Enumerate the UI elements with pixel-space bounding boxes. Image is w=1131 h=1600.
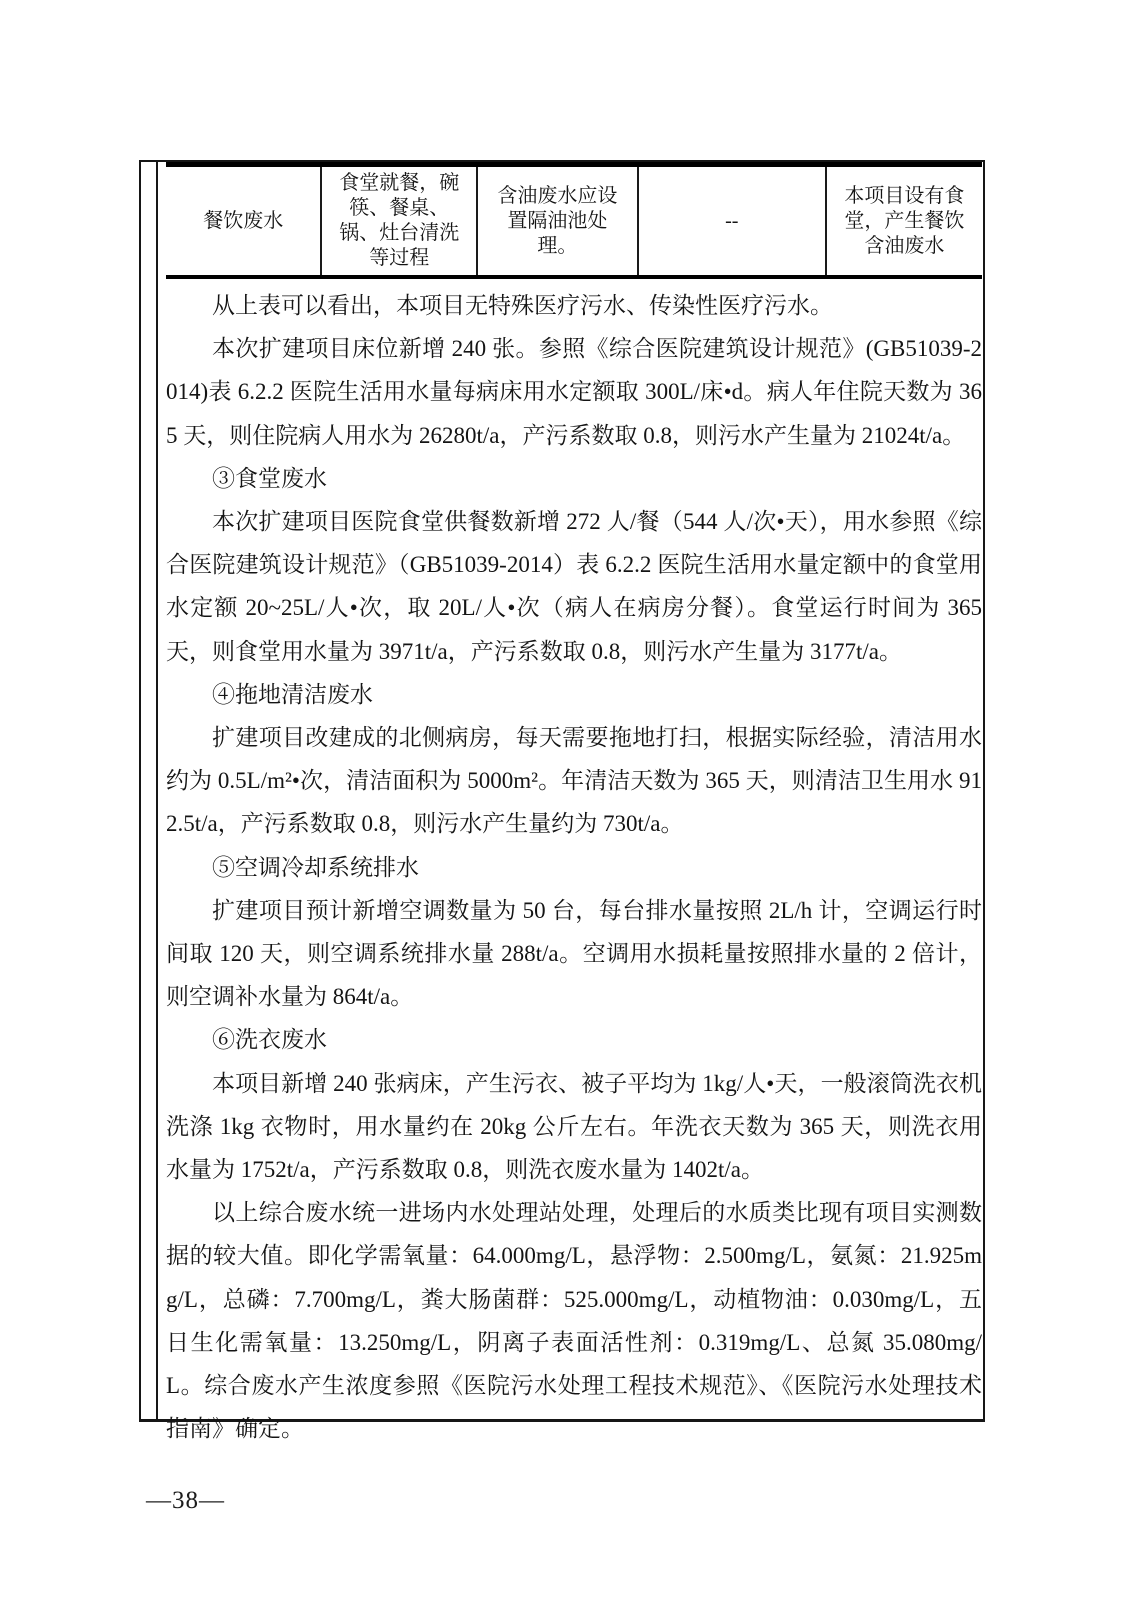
cell-treatment-measure: 含油废水应设置隔油池处理。 bbox=[477, 165, 638, 278]
paragraph-laundry-wastewater: 本项目新增 240 张病床，产生污衣、被子平均为 1kg/人•天，一般滚筒洗衣机洗涤 1kg 衣物时，用水量约在 20kg 公斤左右。年洗衣天数为 365 天，则洗衣用水量为 1752t/a，产污系数取 0.8，则洗衣废水量为 1402t/a。 bbox=[166, 1070, 983, 1183]
form-content bbox=[166, 162, 983, 1442]
body-text bbox=[166, 279, 982, 1450]
paragraph-mopping-wastewater: 扩建项目改建成的北侧病房，每天需要拖地打扫，根据实际经验，清洁用水约为 0.5L/m²•次，清洁面积为 5000m²。年清洁天数为 365 天，则清洁卫生用水 912.5t/a，产污系数取 0.8，则污水产生量约为 730t/a。 bbox=[166, 725, 982, 837]
wastewater-table bbox=[166, 162, 982, 279]
section-heading-canteen-wastewater: ③食堂废水 bbox=[212, 465, 327, 491]
cell-remark: 本项目设有食堂，产生餐饮含油废水 bbox=[826, 165, 982, 278]
paragraph-aircon-drain: 扩建项目预计新增空调数量为 50 台，每台排水量按照 2L/h 计，空调运行时间取 120 天，则空调系统排水量 288t/a。空调用水损耗量按照排水量的 2 倍计，则空调补水量为 864t/a。 bbox=[166, 897, 982, 1010]
paragraph-summary: 从上表可以看出，本项目无特殊医疗污水、传染性医疗污水。 bbox=[212, 293, 833, 318]
form-left-strip bbox=[141, 162, 158, 1419]
section-heading-laundry-wastewater: ⑥洗衣废水 bbox=[212, 1027, 327, 1053]
table-row bbox=[166, 165, 982, 278]
paragraph-combined-wastewater-quality: 以上综合废水统一进场内水处理站处理，处理后的水质类比现有项目实测数据的较大值。即化学需氧量：64.000mg/L，悬浮物：2.500mg/L，氨氮：21.925mg/L，总磷：7.700mg/L，粪大肠菌群：525.000mg/L，动植物油：0.030mg/L，五日生化需氧量：13.250mg/L，阴离子表面活性剂：0.319mg/L、总氮 35.080mg/L。综合废水产生浓度参照《医院污水处理工程技术规范》、《医院污水处理技术指南》确定。 bbox=[166, 1200, 982, 1442]
section-heading-mopping-wastewater: ④拖地清洁废水 bbox=[212, 681, 373, 707]
paragraph-bed-water: 本次扩建项目床位新增 240 张。参照《综合医院建筑设计规范》(GB51039-2014)表 6.2.2 医院生活用水量每病床用水定额取 300L/床•d。病人年住院天数为 365 天，则住院病人用水为 26280t/a，产污系数取 0.8，则污水产生量为 21024t/a。 bbox=[166, 336, 982, 448]
form-border-box bbox=[139, 160, 985, 1442]
cell-standard: -- bbox=[638, 165, 826, 278]
paragraph-canteen-wastewater: 本次扩建项目医院食堂供餐数新增 272 人/餐（544 人/次•天），用水参照《综合医院建筑设计规范》（GB51039-2014）表 6.2.2 医院生活用水量定额中的食堂用水定额 20~25L/人•次，取 20L/人•次（病人在病房分餐）。食堂运行时间为 365 天，则食堂用水量为 3971t/a，产污系数取 0.8，则污水产生量为 3177t/a。 bbox=[166, 509, 982, 664]
cell-source-process: 食堂就餐，碗筷、餐桌、锅、灶台清洗等过程 bbox=[321, 165, 477, 278]
cell-wastewater-type: 餐饮废水 bbox=[203, 209, 284, 232]
page-number: —38— bbox=[146, 1487, 225, 1514]
section-heading-aircon-drain: ⑤空调冷却系统排水 bbox=[212, 854, 419, 880]
